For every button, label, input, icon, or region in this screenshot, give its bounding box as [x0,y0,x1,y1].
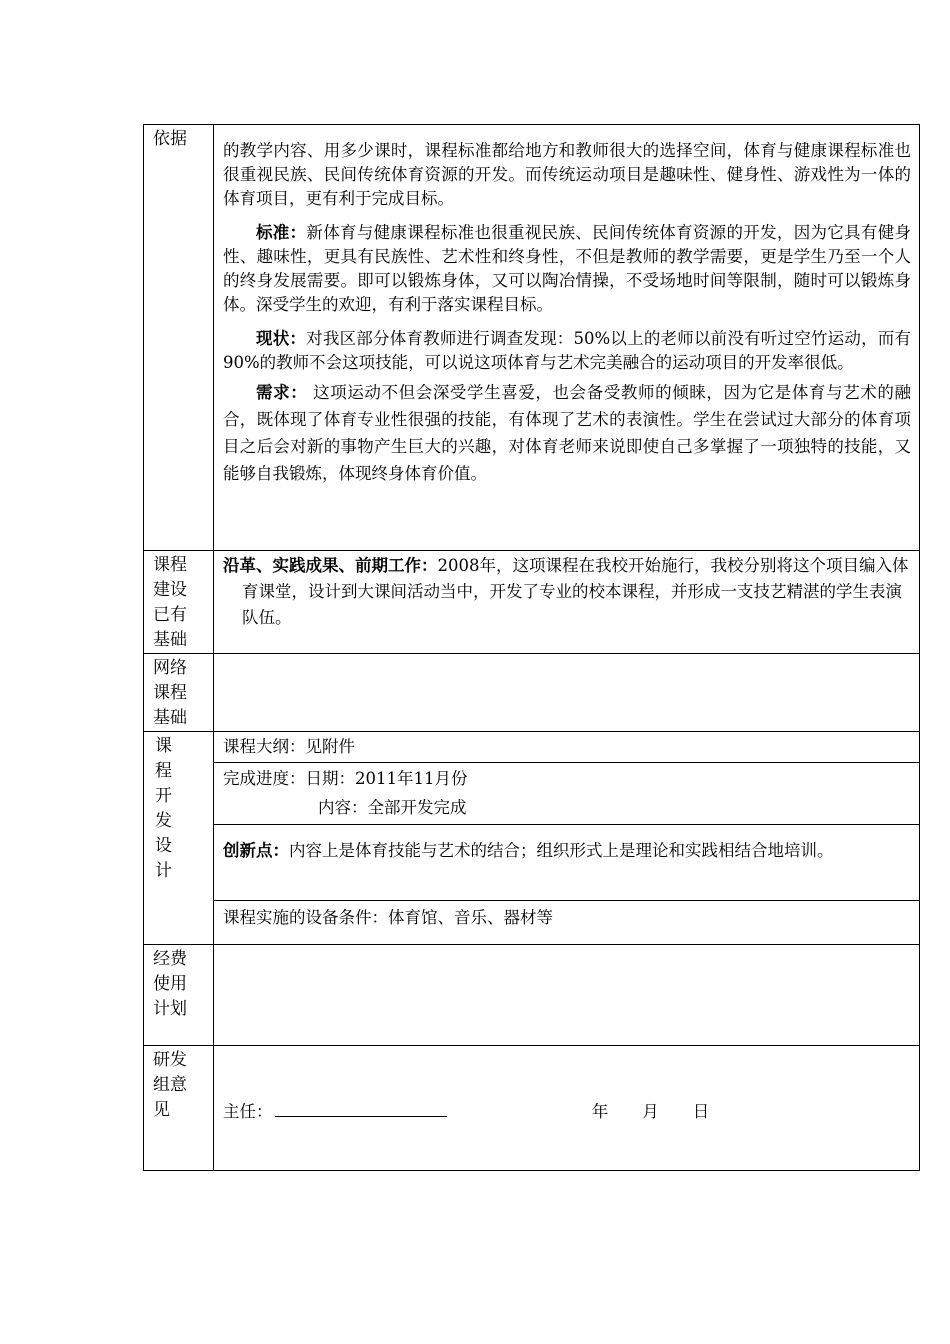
day-label: 日 [692,1102,710,1121]
opinion-row [144,1046,920,1171]
status-heading: 现状： [256,329,307,348]
foundation-content [214,551,920,654]
basis-paragraph-1: 的教学内容、用多少课时，课程标准都给地方和教师很大的选择空间，体育与健康课程标准也很重视民族、民间传统体育资源的开发。而传统运动项目是趣味性、健身性、游戏性为一体的体育项目，更有利于完成目标。 [223,141,911,208]
design-innovation-row [144,825,920,901]
budget-label: 经费 使用 计划 [144,945,214,1046]
course-form-table [143,124,920,1171]
demand-heading: 需求： [256,383,308,402]
month-label: 月 [642,1102,659,1121]
opinion-label: 研发 组意 见 [144,1046,214,1171]
basis-paragraph-status [223,327,911,375]
foundation-label: 课程 建设 已有 基础 [144,551,214,654]
basis-label: 依据 [144,125,214,551]
innovation-text: 内容上是体育技能与艺术的结合；组织形式上是理论和实践相结合地培训。 [289,841,834,860]
network-content [214,654,920,732]
budget-row [144,945,920,1046]
director-label: 主任： [223,1102,273,1121]
budget-content [214,945,920,1046]
director-signature-line[interactable] [275,1096,447,1117]
course-outline: 课程大纲：见附件 [214,732,920,763]
opinion-content [214,1046,920,1171]
design-outline-row [144,732,920,763]
status-text: 对我区部分体育教师进行调查发现：50%以上的老师以前没有听过空竹运动，而有90%的教师不会这项技能，可以说这项体育与艺术完美融合的运动项目的开发率很低。 [223,329,911,372]
innovation-cell [214,825,920,901]
demand-text: 这项运动不但会深受学生喜爱，也会备受教师的倾睐，因为它是体育与艺术的融合，既体现了体育专业性很强的技能，有体现了艺术的表演性。学生在尝试过大部分的体育项目之后会对新的事物产生巨大的兴趣，对体育老师来说即使自己多掌握了一项独特的技能，又能够自我锻炼，体现终身体育价值。 [223,383,911,483]
foundation-text: 2008年，这项课程在我校开始施行，我校分别将这个项目编入体育课堂，设计到大课间活动当中，开发了专业的校本课程，并形成一支技艺精湛的学生表演队伍。 [242,556,909,627]
foundation-heading: 沿革、实践成果、前期工作： [223,556,438,575]
network-row [144,654,920,732]
opinion-date [592,1099,744,1125]
innovation-heading: 创新点： [223,841,289,860]
progress-cell [214,763,920,825]
design-equipment-row [144,901,920,945]
progress-content: 内容：全部开发完成 [318,798,467,817]
progress-date: 完成进度：日期：2011年11月份 [223,769,468,788]
design-progress-row [144,763,920,825]
equipment-cell: 课程实施的设备条件：体育馆、音乐、器材等 [214,901,920,945]
basis-paragraph-standard [223,221,911,317]
design-label: 课 程 开 发 设 计 [144,732,214,945]
standard-text: 新体育与健康课程标准也很重视民族、民间传统体育资源的开发，因为它具有健身性、趣味性，更具有民族性、艺术性和终身性，不但是教师的教学需要，更是学生乃至一个人的终身发展需要。即可以锻炼身体，又可以陶冶情操，不受场地时间等限制，随时可以锻炼身体。深受学生的欢迎，有利于落实课程目标。 [223,223,912,314]
standard-heading: 标准： [256,223,307,242]
basis-row [144,125,920,551]
foundation-row [144,551,920,654]
basis-paragraph-demand [223,379,911,487]
year-label: 年 [591,1102,609,1121]
basis-content [214,125,920,551]
network-label: 网络 课程 基础 [144,654,214,732]
